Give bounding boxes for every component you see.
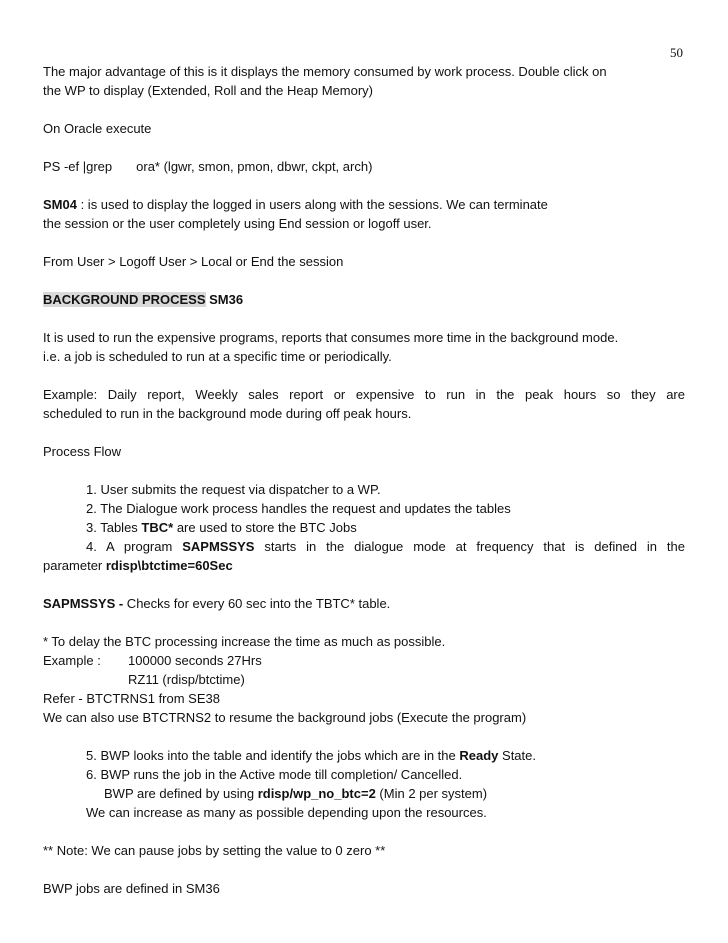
sapmssys-line — [43, 594, 685, 613]
bwp-defined-line — [104, 784, 685, 803]
process-step-2: 2. The Dialogue work process handles the request and updates the tables — [86, 501, 511, 516]
step4-text-end: starts in the dialogue mode at frequency that is defined in the — [264, 539, 685, 554]
page-number: 50 — [670, 45, 683, 60]
oracle-label: On Oracle execute — [43, 121, 152, 136]
pause-note: ** Note: We can pause jobs by setting the value to 0 zero ** — [43, 843, 386, 858]
process-step-4 — [86, 537, 685, 556]
bwp-increase-line: We can increase as many as possible depending upon the resources. — [86, 805, 487, 820]
step3-text: 3. Tables — [86, 520, 142, 535]
delay-refer: Refer - BTCTRNS1 from SE38 — [43, 691, 220, 706]
process-step-1: 1. User submits the request via dispatcher to a WP. — [86, 482, 381, 497]
delay-example-line — [43, 651, 685, 670]
delay-line: * To delay the BTC processing increase the time as much as possible. — [43, 634, 446, 649]
delay-example-label: Example : — [43, 653, 101, 668]
step4-parameter-value: rdisp\btctime=60Sec — [105, 558, 233, 573]
step3-text-end: are used to store the BTC Jobs — [173, 520, 357, 535]
process-step-3 — [86, 518, 685, 537]
step3-table-name: TBC* — [141, 520, 174, 535]
delay-rz11: RZ11 (rdisp/btctime) — [128, 672, 245, 687]
bwp-defined-text: BWP are defined by using — [104, 786, 258, 801]
background-process-heading — [43, 290, 685, 309]
step4-program-name: SAPMSSYS — [182, 539, 255, 554]
bwp-defined-parameter: rdisp/wp_no_btc=2 — [257, 786, 376, 801]
paragraph-memory-line-2: the WP to display (Extended, Roll and the Heap Memory) — [43, 83, 373, 98]
step5-text: 5. BWP looks into the table and identify the jobs which are in the — [86, 748, 460, 763]
sm04-code: SM04 — [43, 197, 77, 212]
step5-state: Ready — [459, 748, 499, 763]
process-step-5 — [86, 746, 685, 765]
run-paragraph-line-2: i.e. a job is scheduled to run at a specific time or periodically. — [43, 349, 392, 364]
sm04-description: : is used to display the logged in users along with the sessions. We can terminate — [76, 197, 548, 212]
process-step-6: 6. BWP runs the job in the Active mode till completion/ Cancelled. — [86, 767, 463, 782]
run-paragraph-line-1: It is used to run the expensive programs, reports that consumes more time in the background mode. — [43, 330, 619, 345]
step4-text: 4. A program — [86, 539, 183, 554]
heading-highlight: BACKGROUND PROCESS — [43, 292, 206, 307]
paragraph-memory-line-1: The major advantage of this is it displays the memory consumed by work process. Double click on — [43, 64, 607, 79]
sm04-line-1 — [43, 195, 685, 214]
step4-parameter-label: parameter — [43, 558, 106, 573]
heading-code: SM36 — [205, 292, 244, 307]
process-step-4-line-2 — [43, 556, 685, 575]
example-paragraph-line-1: Example: Daily report, Weekly sales report or expensive to run in the peak hours so they are — [43, 387, 685, 402]
oracle-command-line — [43, 157, 685, 176]
process-flow-title: Process Flow — [43, 444, 122, 459]
logoff-path: From User > Logoff User > Local or End the session — [43, 254, 344, 269]
step5-text-end: State. — [498, 748, 536, 763]
sm04-line-2: the session or the user completely using End session or logoff user. — [43, 216, 432, 231]
sapmssys-label: SAPMSSYS - — [43, 596, 124, 611]
example-paragraph-line-2: scheduled to run in the background mode during off peak hours. — [43, 406, 412, 421]
bwp-defined-text-end: (Min 2 per system) — [375, 786, 488, 801]
oracle-command: PS -ef |grep — [43, 159, 113, 174]
delay-resume: We can also use BTCTRNS2 to resume the background jobs (Execute the program) — [43, 710, 527, 725]
oracle-args: ora* (lgwr, smon, pmon, dbwr, ckpt, arch) — [136, 159, 373, 174]
delay-example-value: 100000 seconds 27Hrs — [128, 653, 262, 668]
bwp-jobs-line: BWP jobs are defined in SM36 — [43, 881, 220, 896]
sapmssys-description: Checks for every 60 sec into the TBTC* table. — [123, 596, 391, 611]
